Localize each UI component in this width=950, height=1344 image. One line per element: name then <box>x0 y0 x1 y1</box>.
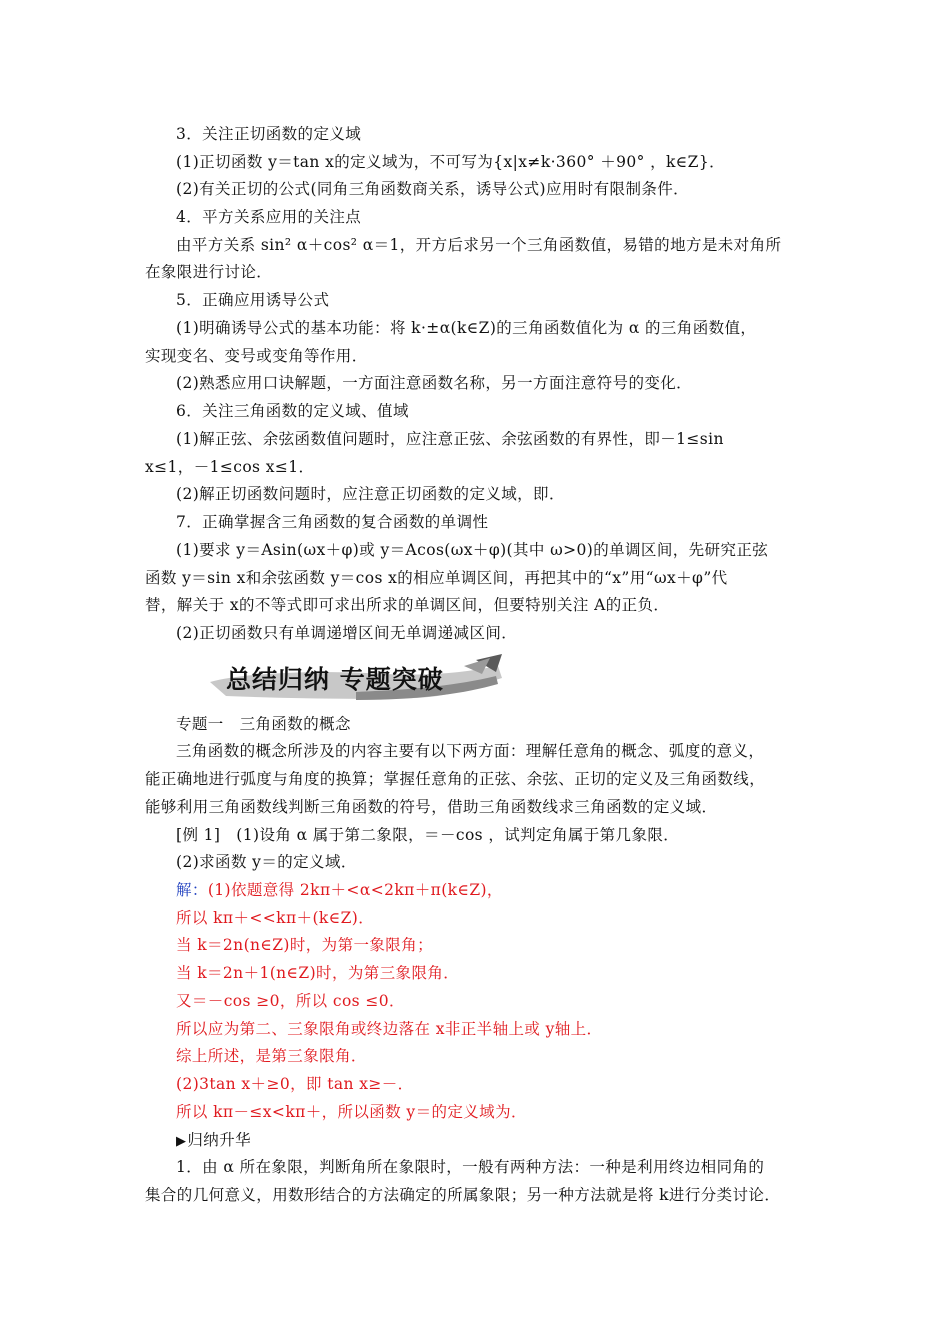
text-line: 集合的几何意义，用数形结合的方法确定的所属象限；另一种方法就是将 k进行分类讨论． <box>145 1186 781 1204</box>
solution-line: 所以 kπ－≤x<kπ＋，所以函数 y＝的定义域为． <box>176 1103 527 1121</box>
text-line: (2)正切函数只有单调递增区间无单调递减区间． <box>176 624 518 642</box>
solution-label: 解： <box>176 881 208 899</box>
text-line: 函数 y＝sin x和余弦函数 y＝cos x的相应单调区间，再把其中的“x”用“ωx＋φ”代 <box>145 569 728 587</box>
text-line: 1．由 α 所在象限，判断角所在象限时，一般有两种方法：一种是利用终边相同角的 <box>176 1158 765 1176</box>
text-line: 由平方关系 sin² α＋cos² α＝1，开方后求另一个三角函数值，易错的地方是未对角所 <box>176 236 782 254</box>
heading-3: 3．关注正切函数的定义域 <box>176 125 362 143</box>
example-line: (2)求函数 y＝的定义域． <box>176 853 357 871</box>
text-line: 替，解关于 x的不等式即可求出所求的单调区间，但要特别关注 A的正负． <box>145 596 670 614</box>
text-line: (2)熟悉应用口诀解题，一方面注意函数名称，另一方面注意符号的变化． <box>176 374 693 392</box>
heading-4: 4．平方关系应用的关注点 <box>176 208 362 226</box>
solution-line: 所以 kπ＋<<kπ＋(k∈Z)． <box>176 909 375 927</box>
text-line: (1)正切函数 y＝tan x的定义域为，不可写为{x|x≠k·360° ＋90° ，k∈Z}． <box>176 153 725 171</box>
solution-line: 当 k＝2n＋1(n∈Z)时，为第三象限角． <box>176 964 460 982</box>
solution-line: 综上所述，是第三象限角． <box>176 1047 367 1065</box>
heading-7: 7．正确掌握含三角函数的复合函数的单调性 <box>176 513 489 531</box>
section-banner <box>206 652 506 704</box>
example-line: [例 1] (1)设角 α 属于第二象限，＝－cos ，试判定角属于第几象限． <box>176 826 680 844</box>
solution-line: 所以应为第二、三象限角或终边落在 x非正半轴上或 y轴上． <box>176 1020 603 1038</box>
solution-text: (1)依题意得 2kπ＋<α<2kπ＋π(k∈Z)， <box>207 881 503 899</box>
text-line: (1)明确诱导公式的基本功能：将 k·±α(k∈Z)的三角函数值化为 α 的三角函数值， <box>176 319 757 337</box>
text-line: 实现变名、变号或变角等作用． <box>145 347 368 365</box>
play-triangle-icon: ▶ <box>176 1134 187 1149</box>
topic-title: 专题一 三角函数的概念 <box>176 715 351 733</box>
solution-line: (2)3tan x＋≥0，即 tan x≥－． <box>176 1075 414 1093</box>
solution-line: 又＝－cos ≥0，所以 cos ≤0． <box>176 992 405 1010</box>
text-line: 在象限进行讨论． <box>145 263 273 281</box>
text-line: (1)要求 y＝Asin(ωx＋φ)或 y＝Acos(ωx＋φ)(其中 ω>0)的单调区间，先研究正弦 <box>176 541 769 559</box>
text-line: x≤1，－1≤cos x≤1． <box>145 458 315 476</box>
text-line: 三角函数的概念所涉及的内容主要有以下两方面：理解任意角的概念、弧度的意义， <box>176 742 765 760</box>
text-line: (2)有关正切的公式(同角三角函数商关系，诱导公式)应用时有限制条件． <box>176 180 690 198</box>
summary-heading <box>176 1130 251 1152</box>
heading-5: 5．正确应用诱导公式 <box>176 291 330 309</box>
solution-line: 当 k＝2n(n∈Z)时，为第一象限角； <box>176 936 433 954</box>
solution-line <box>176 880 503 900</box>
summary-heading-text: 归纳升华 <box>187 1131 252 1149</box>
heading-6: 6．关注三角函数的定义域、值域 <box>176 402 409 420</box>
text-line: 能够利用三角函数线判断三角函数的符号，借助三角函数线求三角函数的定义域． <box>145 798 718 816</box>
text-line: 能正确地进行弧度与角度的换算；掌握任意角的正弦、余弦、正切的定义及三角函数线， <box>145 770 766 788</box>
text-line: (1)解正弦、余弦函数值问题时，应注意正弦、余弦函数的有界性，即－1≤sin <box>176 430 724 448</box>
banner-title: 总结归纳 专题突破 <box>226 665 444 694</box>
text-line: (2)解正切函数问题时，应注意正切函数的定义域，即． <box>176 485 565 503</box>
